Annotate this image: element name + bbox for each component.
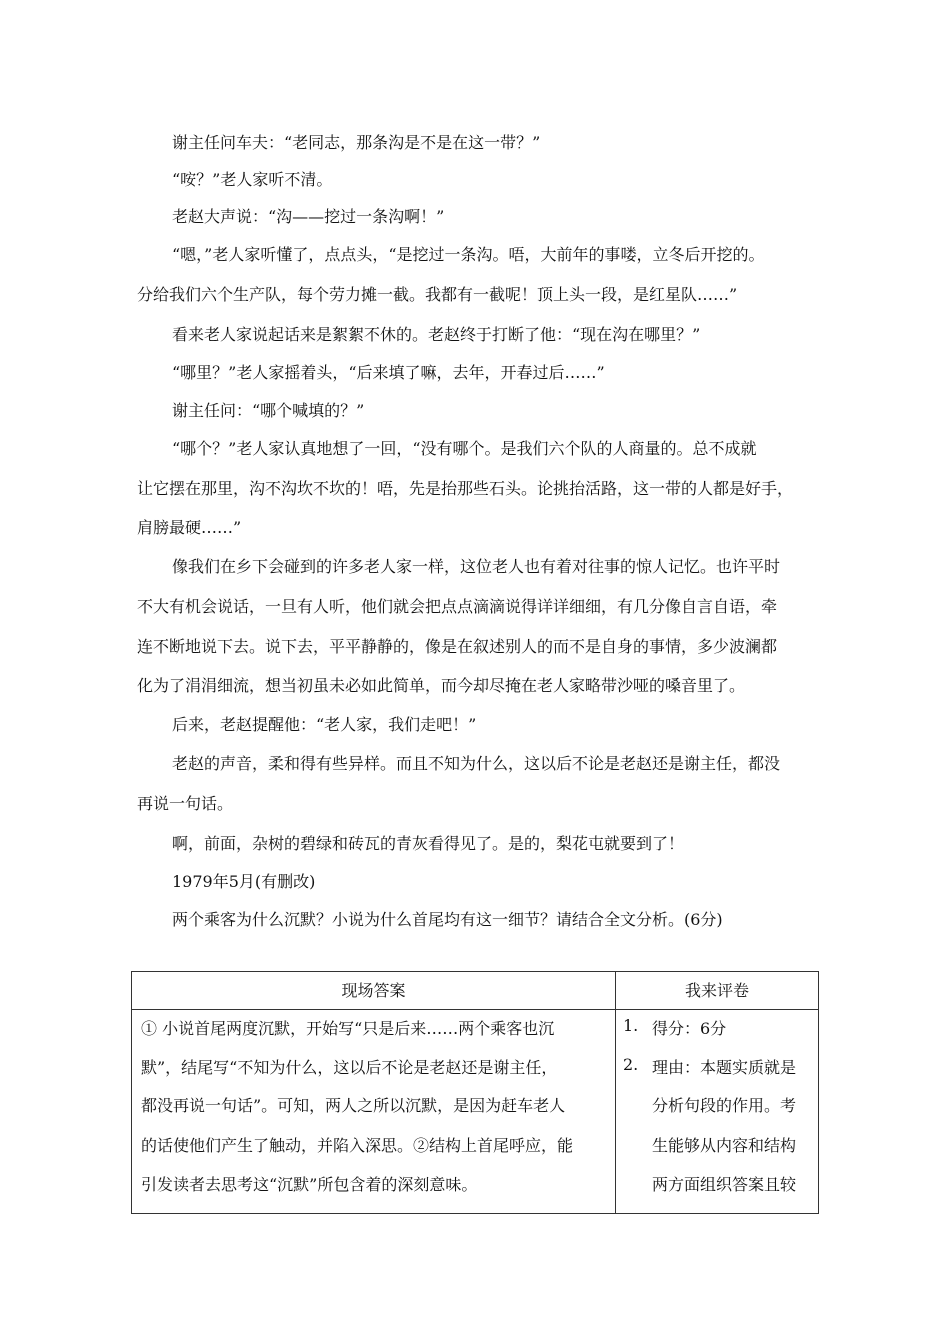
answer-line: 引发读者去思考这“沉默”所包含着的深刻意味。 <box>141 1175 478 1194</box>
text-line: 不大有机会说话，一旦有人听，他们就会把点点滴滴说得详详细细，有几分像自言自语，牵 <box>137 597 778 616</box>
text-line: 谢主任问：“哪个喊填的？” <box>172 401 365 420</box>
answer-line: 都没再说一句话”。可知，两人之所以沉默，是因为赶车老人 <box>141 1096 566 1115</box>
review-item-number: 2. <box>623 1055 639 1074</box>
text-line: 谢主任问车夫：“老同志，那条沟是不是在这一带？” <box>172 133 541 152</box>
text-line: 再说一句话。 <box>137 794 234 813</box>
text-line: 老赵的声音，柔和得有些异样。而且不知为什么，这以后不论是老赵还是谢主任，都没 <box>172 754 781 773</box>
text-line: “咹？”老人家听不清。 <box>172 170 333 189</box>
text-line: 两个乘客为什么沉默？小说为什么首尾均有这一细节？请结合全文分析。(6分) <box>172 910 723 929</box>
table-header-answer: 现场答案 <box>341 981 406 1000</box>
review-line: 两方面组织答案且较 <box>652 1175 797 1194</box>
review-line: 分析句段的作用。考 <box>652 1096 797 1115</box>
text-line: “哪里？”老人家摇着头，“后来填了嘛，去年，开春过后……” <box>172 363 605 382</box>
answer-line: 的话使他们产生了触动，并陷入深思。②结构上首尾呼应，能 <box>141 1136 574 1155</box>
text-line: 1979年5月(有删改) <box>172 872 316 891</box>
text-line: “哪个？”老人家认真地想了一回，“没有哪个。是我们六个队的人商量的。总不成就 <box>172 439 757 458</box>
text-line: 让它摆在那里，沟不沟坎不坎的！唔，先是抬那些石头。论挑抬活路，这一带的人都是好手， <box>137 479 794 498</box>
text-line: 啊，前面，杂树的碧绿和砖瓦的青灰看得见了。是的，梨花屯就要到了！ <box>172 834 685 853</box>
text-line: 连不断地说下去。说下去，平平静静的，像是在叙述别人的而不是自身的事情，多少波澜都 <box>137 637 778 656</box>
text-line: 看来老人家说起话来是絮絮不休的。老赵终于打断了他：“现在沟在哪里？” <box>172 325 701 344</box>
table-divider <box>132 1009 818 1010</box>
answer-line: ① 小说首尾两度沉默，开始写“只是后来……两个乘客也沉 <box>141 1019 555 1038</box>
answer-line: 默”，结尾写“不知为什么，这以后不论是老赵还是谢主任， <box>141 1058 558 1077</box>
table-column-divider <box>615 972 616 1213</box>
text-line: “嗯，”老人家听懂了，点点头，“是挖过一条沟。唔，大前年的事喽，立冬后开挖的。 <box>172 245 765 264</box>
text-line: 分给我们六个生产队，每个劳力摊一截。我都有一截呢！顶上头一段，是红星队……” <box>137 285 738 304</box>
review-line: 理由：本题实质就是 <box>652 1058 797 1077</box>
review-line: 得分：6分 <box>652 1019 727 1038</box>
table-header-review: 我来评卷 <box>684 981 749 1000</box>
text-line: 像我们在乡下会碰到的许多老人家一样，这位老人也有着对往事的惊人记忆。也许平时 <box>172 557 781 576</box>
text-line: 化为了涓涓细流，想当初虽未必如此简单，而今却尽掩在老人家略带沙哑的嗓音里了。 <box>137 676 746 695</box>
text-line: 肩膀最硬……” <box>137 518 242 537</box>
text-line: 后来，老赵提醒他：“老人家，我们走吧！” <box>172 715 477 734</box>
text-line: 老赵大声说：“沟——挖过一条沟啊！” <box>172 207 445 226</box>
grading-table <box>131 971 819 1214</box>
review-item-number: 1. <box>623 1016 639 1035</box>
review-line: 生能够从内容和结构 <box>652 1136 797 1155</box>
